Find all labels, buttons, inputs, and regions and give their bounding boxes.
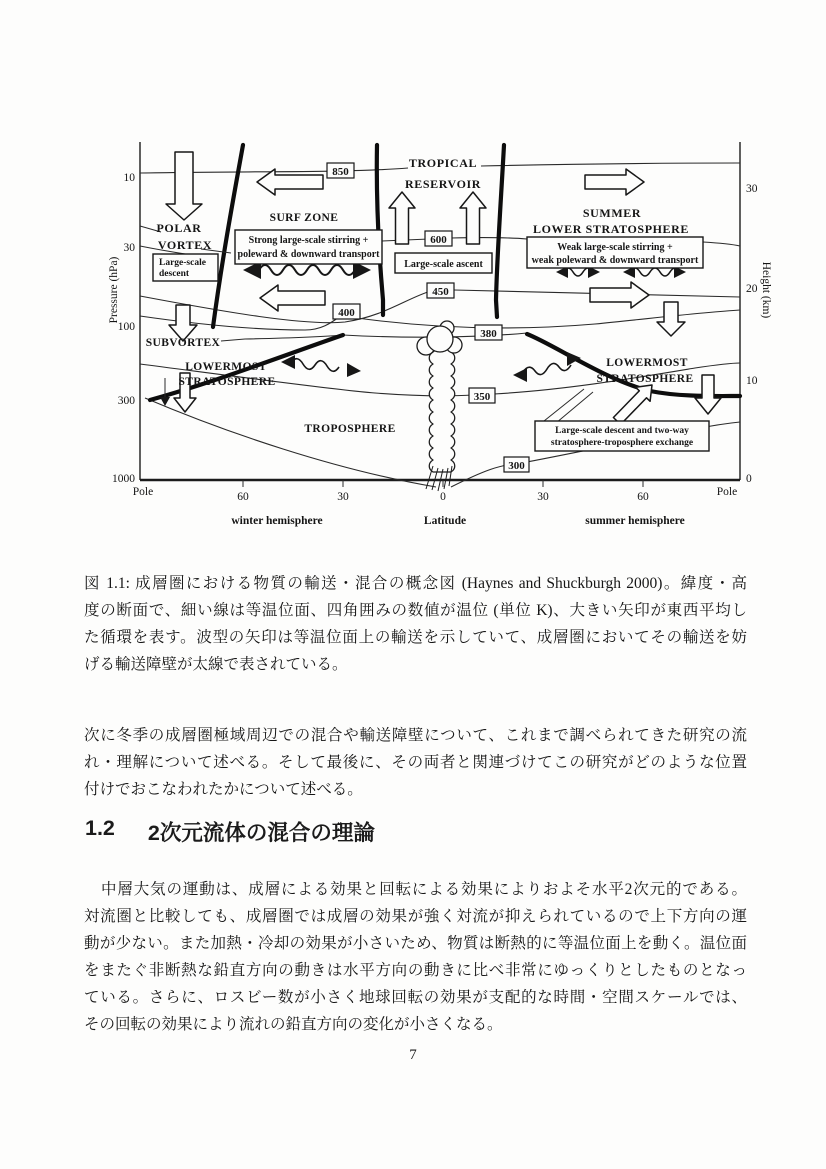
theta-value: 400 <box>338 307 355 319</box>
theta-box-350 <box>469 388 495 403</box>
height-tick: 30 <box>746 183 758 195</box>
caption-line: げる輸送障壁が太線で表されている。 <box>84 656 348 673</box>
latitude-tick: Pole <box>716 486 738 498</box>
text-line: その回転の効果により流れの鉛直方向の変化が小さくなる。 <box>84 1016 503 1033</box>
text-line: 次に冬季の成層圏極域周辺での混合や輸送障壁について、これまで調べられてきた研究の流 <box>84 727 747 744</box>
large-scale-ascent-callout <box>395 253 492 273</box>
theta-box-850 <box>327 163 354 178</box>
text-line: 動が少ない。また加熱・冷却の効果が小さいため、物質は断熱的に等温位面上を動く。温位面 <box>84 935 747 952</box>
exchange-callout <box>535 421 709 451</box>
isentrope-600-line <box>703 242 740 246</box>
isentrope-400-line <box>140 316 339 330</box>
theta-value: 350 <box>473 391 491 403</box>
height-tick: 10 <box>746 375 758 387</box>
callout-text: Strong large-scale stirring + <box>248 235 369 246</box>
text-line: をまたぐ非断熱な鉛直方向の動きは水平方向の動きに比べ非常にゆっくりとしたものとなっ <box>84 962 747 979</box>
theta-value: 600 <box>430 234 447 246</box>
region-label-summer: SUMMER <box>582 206 642 220</box>
region-label-lowermost-winter: STRATOSPHERE <box>178 376 276 388</box>
isentrope-850-line <box>481 163 740 166</box>
tropical-convection-cloud <box>417 321 462 491</box>
callout-text: stratosphere-troposphere exchange <box>550 438 694 448</box>
exchange-arrow <box>613 385 652 425</box>
strong-stirring-callout <box>235 230 382 264</box>
callout-text: Large-scale descent and two-way <box>555 426 689 436</box>
theta-box-400 <box>333 304 360 319</box>
theta-box-300 <box>504 457 529 472</box>
region-label-lowermost-summer: STRATOSPHERE <box>596 373 694 385</box>
caption-line: 図 1.1: 成層圏における物質の輸送・混合の概念図 (Haynes and Shuckburgh 2000)。緯度・高 <box>84 575 747 592</box>
theta-value: 380 <box>480 328 497 340</box>
summer-hemisphere-label: summer hemisphere <box>585 515 685 527</box>
region-label-lowermost-summer: LOWERMOST <box>606 357 688 369</box>
region-label-tropical: TROPICAL <box>408 156 478 170</box>
region-label-surfzone: SURF ZONE <box>269 212 339 224</box>
cloud-puff <box>427 326 453 352</box>
height-tick: 20 <box>746 283 758 295</box>
text-line: 中層大気の運動は、成層による効果と回転による効果によりおよそ水平2次元的である。 <box>101 881 747 898</box>
summer-descent-arrow <box>657 302 685 336</box>
polar-descent-arrow <box>166 152 202 220</box>
caption-line: 度の断面で、細い線は等温位面、四角囲みの数値が温位 (単位 K)、大きい矢印が東西平均し <box>84 602 747 619</box>
latitude-tick: 0 <box>440 491 446 503</box>
text-line: 付けでおこなわれたかについて述べる。 <box>84 781 363 798</box>
page-number: 7 <box>409 1047 417 1063</box>
cloud-column <box>429 348 455 473</box>
figure-caption <box>84 570 747 678</box>
region-label-subvortex: SUBVORTEX <box>145 337 221 349</box>
caption-line: た循環を表す。波型の矢印は等温位面上の輸送を示していて、成層圏においてその輸送を妨 <box>84 629 747 646</box>
region-label-lowermost-winter: LOWERMOST <box>185 361 267 373</box>
region-label-polar-vortex: POLAR <box>156 221 202 235</box>
isentrope-600-line <box>451 238 527 239</box>
latitude-axis-label: Latitude <box>423 515 467 527</box>
tropical-ascent-arrow <box>389 192 415 244</box>
theta-box-450 <box>427 283 454 298</box>
theta-value: 300 <box>508 460 525 472</box>
wavy-arrowhead <box>567 352 581 366</box>
text-line: ている。さらに、ロスビー数が小さく地球回転の効果が支配的な時間・空間スケールでは、 <box>84 989 747 1006</box>
summer-lowermost-wavy-arrow <box>523 363 571 374</box>
surfzone-wavy-arrow <box>259 265 355 275</box>
tropical-ascent-arrow <box>460 192 486 244</box>
callout-text: Large-scale <box>159 258 206 268</box>
body-paragraph <box>84 876 747 1038</box>
intro-paragraph <box>84 722 747 803</box>
pressure-tick: 300 <box>117 395 135 407</box>
figure-1-1 <box>95 140 775 540</box>
text-line: れ・理解について述べる。そして最後に、その両者と関連づけてこの研究がどのような位置 <box>84 754 747 771</box>
region-label-polar-vortex: VORTEX <box>157 238 213 252</box>
latitude-tick: 60 <box>637 491 649 503</box>
large-scale-descent-callout <box>153 254 218 281</box>
theta-box-380 <box>475 325 502 340</box>
summer-eastward-arrow-lower <box>590 282 649 308</box>
wavy-arrowhead <box>347 363 361 377</box>
height-axis-label: Height (km) <box>760 261 772 319</box>
latitude-tick: 30 <box>537 491 549 503</box>
theta-value: 850 <box>332 166 349 178</box>
weak-stirring-callout <box>527 237 703 268</box>
callout-text: poleward & downward transport <box>237 249 380 260</box>
section-heading <box>85 816 375 847</box>
pressure-tick: 30 <box>123 242 135 254</box>
summer-eastward-arrow-upper <box>585 169 644 195</box>
winter-lowermost-wavy-arrow <box>291 359 339 372</box>
latitude-tick: Pole <box>132 486 154 498</box>
theta-box-600 <box>425 231 452 246</box>
height-tick: 0 <box>746 473 752 485</box>
isentrope-300-line <box>145 398 436 487</box>
poleward-arrow-lower <box>260 285 325 311</box>
pressure-tick: 10 <box>123 172 135 184</box>
region-label-tropical: RESERVOIR <box>404 177 482 191</box>
latitude-tick: 30 <box>337 491 349 503</box>
summer-wavy-arrow <box>630 268 680 276</box>
figure-1-1-diagram <box>95 140 775 540</box>
pressure-tick: 100 <box>117 321 135 333</box>
region-label-summer: LOWER STRATOSPHERE <box>532 222 690 236</box>
latitude-tick: 60 <box>237 491 249 503</box>
callout-text: Weak large-scale stirring + <box>557 242 673 253</box>
section-number: 1.2 <box>85 816 115 840</box>
poleward-arrow-upper <box>257 169 323 195</box>
callout-text: Large-scale ascent <box>404 259 483 270</box>
pressure-axis-label: Pressure (hPa) <box>108 256 120 324</box>
section-title: 2次元流体の混合の理論 <box>147 821 375 845</box>
theta-value: 450 <box>432 286 449 298</box>
callout-text: descent <box>159 269 190 279</box>
winter-hemisphere-label: winter hemisphere <box>231 515 323 527</box>
region-label-troposphere: TROPOSPHERE <box>304 423 396 435</box>
pressure-tick: 1000 <box>112 473 135 485</box>
wavy-arrowhead <box>513 368 527 382</box>
callout-text: weak poleward & downward transport <box>531 255 699 266</box>
text-line: 対流圏と比較しても、成層圏では成層の効果が強く対流が抑えられているので上下方向の運 <box>84 908 747 925</box>
